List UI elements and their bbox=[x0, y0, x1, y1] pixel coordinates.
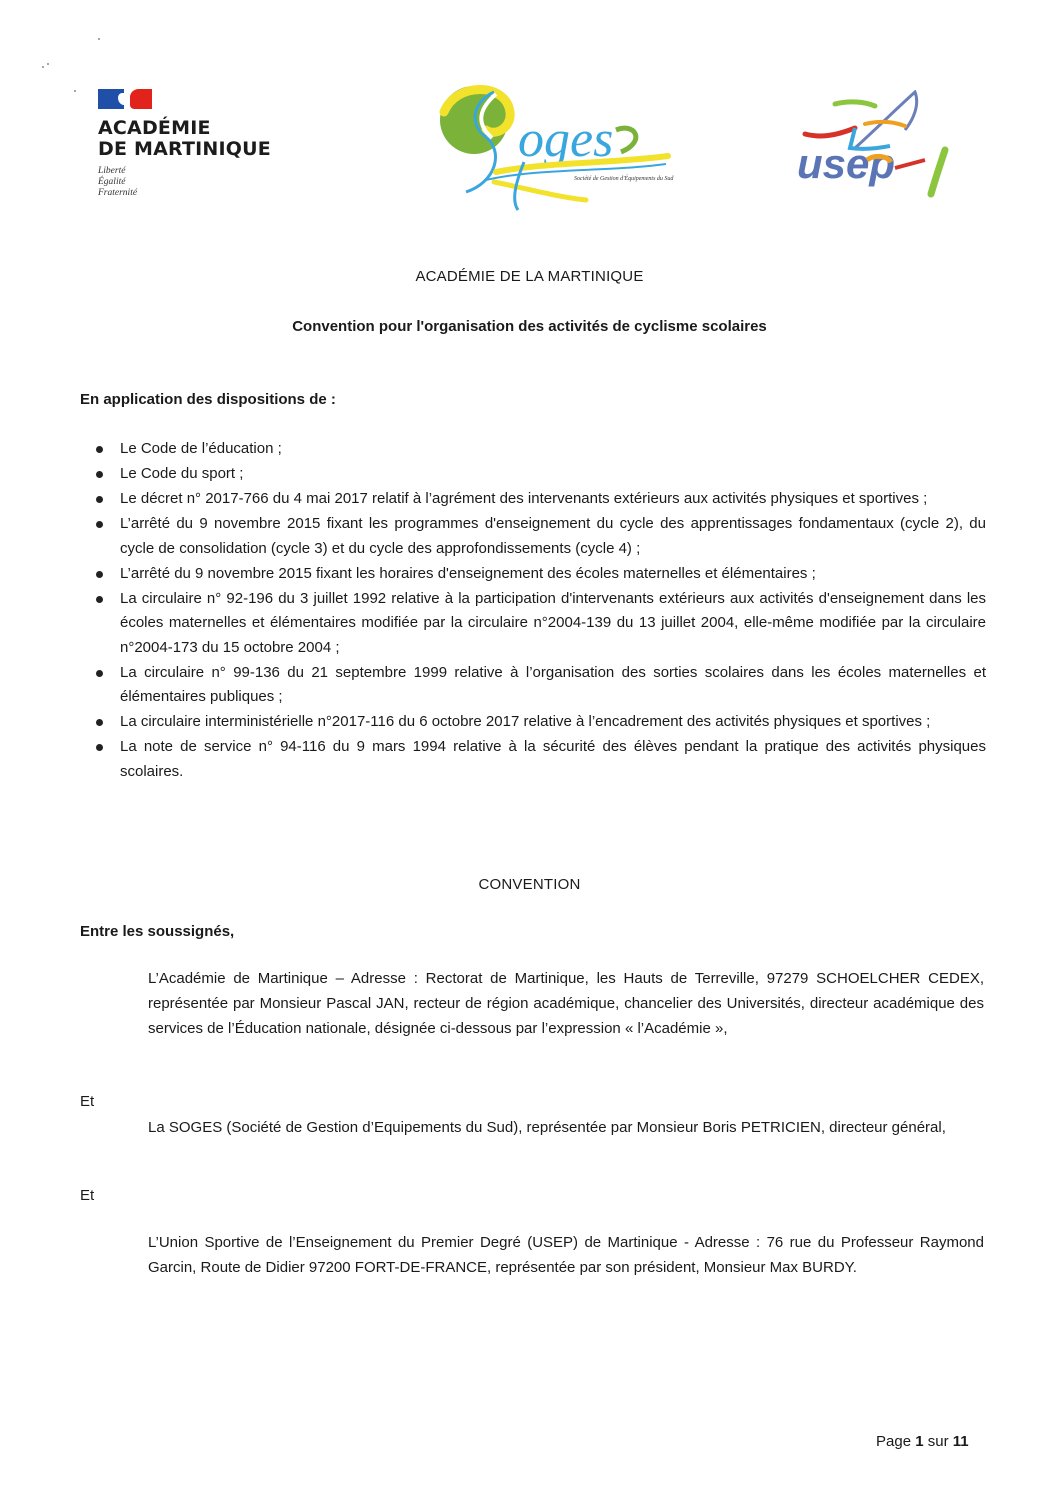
list-item bbox=[96, 587, 986, 661]
list-item bbox=[96, 562, 986, 587]
bullet-icon bbox=[96, 446, 103, 453]
flag-blue-band bbox=[98, 89, 124, 109]
page-number bbox=[876, 1433, 969, 1450]
svg-text:usep: usep bbox=[797, 140, 896, 187]
academie-martinique-logo bbox=[98, 88, 298, 199]
usep-logo bbox=[795, 90, 970, 200]
list-item bbox=[96, 512, 986, 561]
marianne-flag-icon bbox=[98, 88, 298, 110]
bullet-icon bbox=[96, 571, 103, 578]
bullet-icon bbox=[96, 496, 103, 503]
list-item bbox=[96, 462, 986, 487]
motto-fraternite: Fraternité bbox=[98, 188, 138, 198]
svg-text:oges: oges bbox=[518, 111, 614, 168]
bullet-icon bbox=[96, 744, 103, 751]
list-item-text: La circulaire interministérielle n°2017-116 du 6 octobre 2017 relative à l’encadrement des activités physiques et sportives ; bbox=[120, 713, 931, 730]
party-soges: La SOGES (Société de Gestion d’Equipements du Sud), représentée par Monsieur Boris PETRICIEN, directeur général, bbox=[148, 1119, 946, 1136]
republic-motto bbox=[98, 166, 298, 199]
list-item-text: La circulaire n° 92-196 du 3 juillet 1992 relative à la participation d'intervenants extérieurs aux activités d'enseignement dans les écoles maternelles et élémentaires modifiée par la circulaire n°2004-139 du 13 juillet 2004, elle-même modifiée par la circulaire n°2004-173 du 15 octobre 2004 ; bbox=[120, 589, 986, 656]
list-item bbox=[96, 487, 986, 512]
list-item-text: Le décret n° 2017-766 du 4 mai 2017 relatif à l’agrément des intervenants extérieurs aux activités physiques et sportives ; bbox=[120, 490, 928, 507]
dispositions-list bbox=[96, 437, 986, 785]
list-item-text: La note de service n° 94-116 du 9 mars 1994 relative à la sécurité des élèves pendant la pratique des activités physiques scolaires. bbox=[120, 738, 986, 780]
list-item bbox=[96, 661, 986, 710]
bullet-icon bbox=[96, 596, 103, 603]
list-item-text: La circulaire n° 99-136 du 21 septembre 1999 relative à l’organisation des sorties scolaires dans les écoles maternelles et élémentaires publiques ; bbox=[120, 663, 986, 705]
dispositions-heading: En application des dispositions de : bbox=[80, 391, 336, 408]
list-item bbox=[96, 437, 986, 462]
scan-artifact bbox=[74, 90, 76, 92]
scan-artifact bbox=[98, 38, 100, 40]
list-item-text: Le Code du sport ; bbox=[120, 465, 244, 482]
page-current: 1 bbox=[915, 1433, 924, 1450]
soges-logo bbox=[436, 82, 676, 212]
page-total: 11 bbox=[952, 1433, 969, 1450]
academie-name bbox=[98, 118, 298, 160]
scan-artifact bbox=[42, 66, 44, 68]
bullet-icon bbox=[96, 521, 103, 528]
academie-name-line2: DE MARTINIQUE bbox=[98, 138, 271, 160]
party-usep: L’Union Sportive de l’Enseignement du Premier Degré (USEP) de Martinique - Adresse : 76 rue du Professeur Raymond Garcin, Route de Didier 97200 FORT-DE-FRANCE, représentée par son président, Monsieur Max BURDY. bbox=[148, 1234, 984, 1276]
page-separator: sur bbox=[927, 1433, 949, 1450]
usep-logo-icon bbox=[795, 90, 970, 200]
list-item-text: L’arrêté du 9 novembre 2015 fixant les programmes d'enseignement du cycle des apprentissages fondamentaux (cycle 2), du cycle de consolidation (cycle 3) et du cycle des approfondissements (cycle 4) ; bbox=[120, 515, 986, 557]
list-item-text: Le Code de l’éducation ; bbox=[120, 440, 282, 457]
academie-name-line1: ACADÉMIE bbox=[98, 117, 211, 139]
conjunction-et: Et bbox=[80, 1093, 95, 1110]
party-academie: L’Académie de Martinique – Adresse : Rectorat de Martinique, les Hauts de Terreville, 97279 SCHOELCHER CEDEX, représentée par Monsieur Pascal JAN, recteur de région académique, chancelier des Universités, directeur académique des services de l’Éducation nationale, désignée ci-dessous par l’expression « l’Académie », bbox=[148, 970, 984, 1037]
soges-logo-icon bbox=[436, 82, 676, 212]
list-item bbox=[96, 710, 986, 735]
scan-artifact bbox=[47, 63, 49, 65]
document-subtitle: Convention pour l'organisation des activités de cyclisme scolaires bbox=[292, 318, 767, 335]
conjunction-et: Et bbox=[80, 1187, 95, 1204]
bullet-icon bbox=[96, 471, 103, 478]
list-item-text: L’arrêté du 9 novembre 2015 fixant les horaires d'enseignement des écoles maternelles et élémentaires ; bbox=[120, 564, 816, 582]
convention-heading: CONVENTION bbox=[478, 876, 581, 893]
svg-text:Société de Gestion d'Équipemen: Société de Gestion d'Équipements du Sud bbox=[574, 176, 674, 182]
document-title: ACADÉMIE DE LA MARTINIQUE bbox=[415, 268, 644, 285]
motto-liberte: Liberté bbox=[98, 166, 126, 176]
page-prefix: Page bbox=[876, 1433, 912, 1450]
bullet-icon bbox=[96, 719, 103, 726]
list-item bbox=[96, 735, 986, 784]
motto-egalite: Égalité bbox=[98, 177, 126, 187]
bullet-icon bbox=[96, 670, 103, 677]
flag-red-band bbox=[130, 89, 152, 109]
parties-heading: Entre les soussignés, bbox=[80, 923, 235, 940]
